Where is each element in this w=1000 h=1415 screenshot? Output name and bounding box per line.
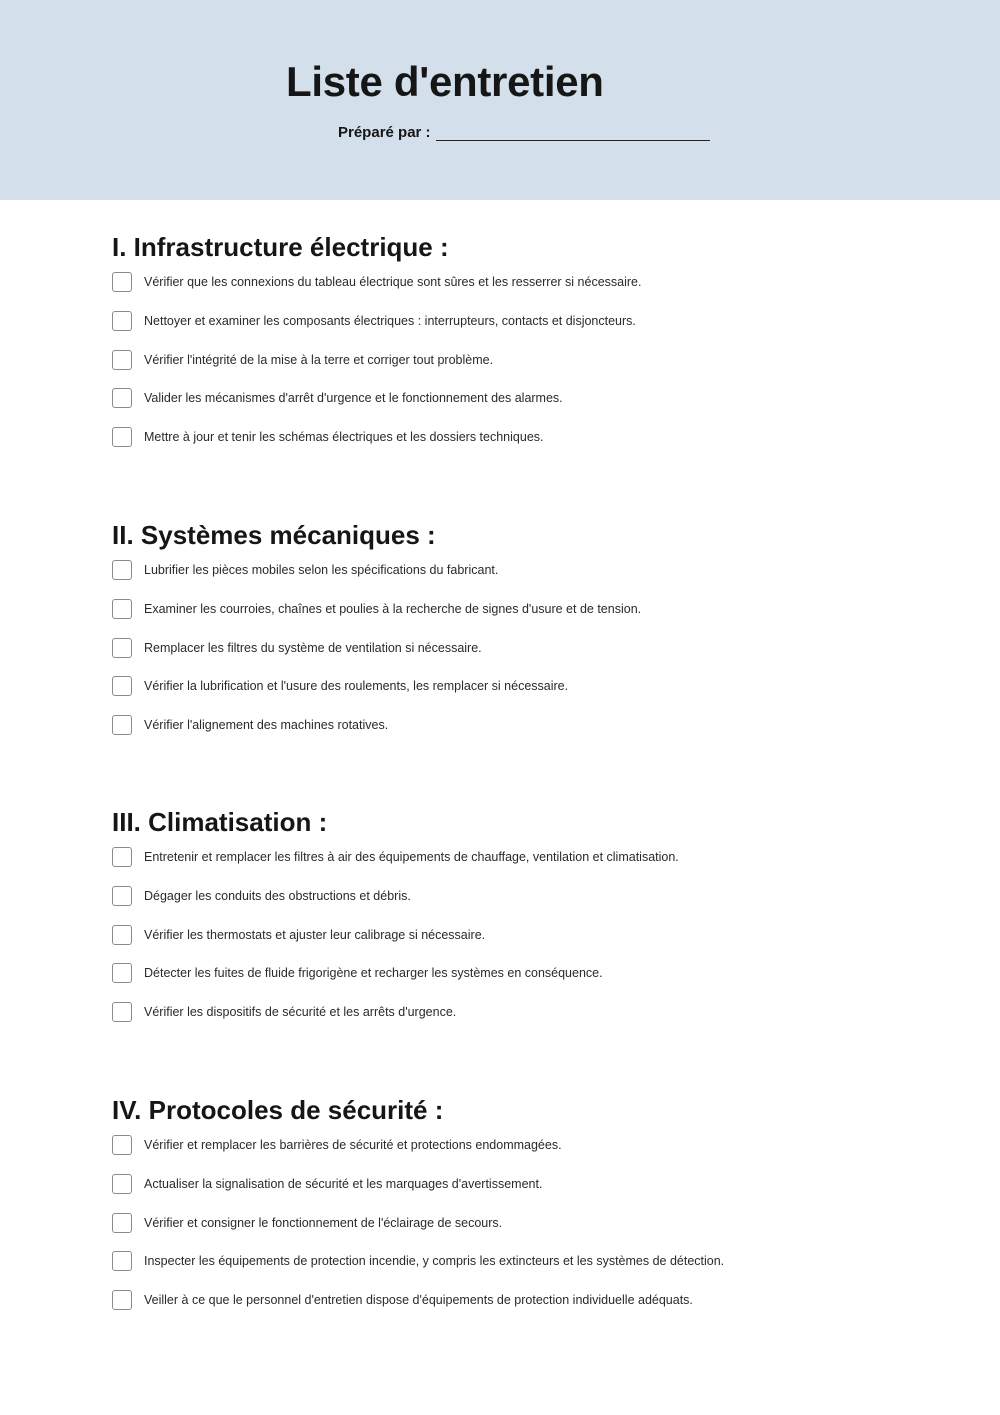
section-title: I. Infrastructure électrique : xyxy=(112,232,449,262)
checklist-item-label: Vérifier les dispositifs de sécurité et les arrêts d'urgence. xyxy=(144,1005,457,1020)
checkbox[interactable] xyxy=(112,715,132,735)
checklist-item-label: Remplacer les filtres du système de ventilation si nécessaire. xyxy=(144,640,482,655)
section-safety xyxy=(112,1095,912,1322)
checklist-item-label: Nettoyer et examiner les composants électriques : interrupteurs, contacts et disjoncteurs. xyxy=(144,314,636,329)
checklist-item xyxy=(112,382,912,421)
checklist-item xyxy=(112,1206,912,1245)
checklist-item xyxy=(112,996,912,1035)
page-title: Liste d'entretien xyxy=(286,58,604,105)
checkbox[interactable] xyxy=(112,1174,132,1194)
checkbox[interactable] xyxy=(112,427,132,447)
checklist xyxy=(112,266,912,459)
checklist-item-label: Vérifier et consigner le fonctionnement de l'éclairage de secours. xyxy=(144,1215,503,1230)
checklist-item xyxy=(112,593,912,632)
checklist-item xyxy=(112,1129,912,1168)
checkbox[interactable] xyxy=(112,886,132,906)
checkbox[interactable] xyxy=(112,847,132,867)
checkbox[interactable] xyxy=(112,1135,132,1155)
section-electrical xyxy=(112,232,912,459)
checklist-item-label: Inspecter les équipements de protection incendie, y compris les extincteurs et les systèmes de détection. xyxy=(144,1254,725,1269)
checklist-item xyxy=(112,554,912,593)
checklist-item xyxy=(112,421,912,460)
checkbox[interactable] xyxy=(112,1290,132,1310)
checklist-item xyxy=(112,1168,912,1207)
checklist-item xyxy=(112,709,912,748)
checklist-item xyxy=(112,1245,912,1284)
checkbox[interactable] xyxy=(112,388,132,408)
checklist-item-label: Vérifier et remplacer les barrières de sécurité et protections endommagées. xyxy=(144,1138,562,1153)
checkbox[interactable] xyxy=(112,1251,132,1271)
checkbox[interactable] xyxy=(112,272,132,292)
checklist-item xyxy=(112,670,912,709)
checklist-item-label: Examiner les courroies, chaînes et poulies à la recherche de signes d'usure et de tension. xyxy=(144,602,642,617)
checklist-item xyxy=(112,841,912,880)
checklist-item-label: Vérifier les thermostats et ajuster leur calibrage si nécessaire. xyxy=(144,927,486,942)
checklist-item-label: Dégager les conduits des obstructions et débris. xyxy=(144,889,411,904)
checklist-item-label: Lubrifier les pièces mobiles selon les spécifications du fabricant. xyxy=(144,563,499,578)
section-title: IV. Protocoles de sécurité : xyxy=(112,1095,444,1125)
section-title: III. Climatisation : xyxy=(112,807,328,837)
checklist-item-label: Veiller à ce que le personnel d'entretien dispose d'équipements de protection individuelle adéquats. xyxy=(144,1293,693,1308)
prepared-by-label: Préparé par : xyxy=(338,124,431,141)
checklist-item-label: Entretenir et remplacer les filtres à air des équipements de chauffage, ventilation et climatisation. xyxy=(144,850,679,865)
checklist-item xyxy=(112,343,912,382)
checklist xyxy=(112,554,912,747)
checklist-item-label: Vérifier l'alignement des machines rotatives. xyxy=(144,718,389,733)
checklist-item-label: Mettre à jour et tenir les schémas électriques et les dossiers techniques. xyxy=(144,430,544,445)
checklist-item-label: Vérifier la lubrification et l'usure des roulements, les remplacer si nécessaire. xyxy=(144,679,569,694)
prepared-by-row xyxy=(338,124,710,141)
checkbox[interactable] xyxy=(112,599,132,619)
checkbox[interactable] xyxy=(112,560,132,580)
checklist xyxy=(112,841,912,1034)
checkbox[interactable] xyxy=(112,638,132,658)
section-title: II. Systèmes mécaniques : xyxy=(112,520,436,550)
checkbox[interactable] xyxy=(112,963,132,983)
checkbox[interactable] xyxy=(112,311,132,331)
checklist-item xyxy=(112,918,912,957)
checklist-item xyxy=(112,266,912,305)
checkbox[interactable] xyxy=(112,1002,132,1022)
checklist-item xyxy=(112,1284,912,1323)
checklist-item-label: Vérifier que les connexions du tableau électrique sont sûres et les resserrer si nécessaire. xyxy=(144,275,642,290)
section-mechanical xyxy=(112,520,912,747)
checkbox[interactable] xyxy=(112,676,132,696)
checklist-item-label: Actualiser la signalisation de sécurité et les marquages d'avertissement. xyxy=(144,1177,543,1192)
checklist-item xyxy=(112,305,912,344)
checklist-item-label: Vérifier l'intégrité de la mise à la terre et corriger tout problème. xyxy=(144,352,494,367)
checklist-item xyxy=(112,957,912,996)
checklist-item-label: Valider les mécanismes d'arrêt d'urgence et le fonctionnement des alarmes. xyxy=(144,391,563,406)
checklist-item-label: Détecter les fuites de fluide frigorigène et recharger les systèmes en conséquence. xyxy=(144,966,603,981)
checklist-item xyxy=(112,631,912,670)
checkbox[interactable] xyxy=(112,1213,132,1233)
checklist xyxy=(112,1129,912,1322)
checklist-item xyxy=(112,880,912,919)
checkbox[interactable] xyxy=(112,925,132,945)
section-hvac xyxy=(112,807,912,1034)
checkbox[interactable] xyxy=(112,350,132,370)
prepared-by-field[interactable] xyxy=(436,125,710,141)
